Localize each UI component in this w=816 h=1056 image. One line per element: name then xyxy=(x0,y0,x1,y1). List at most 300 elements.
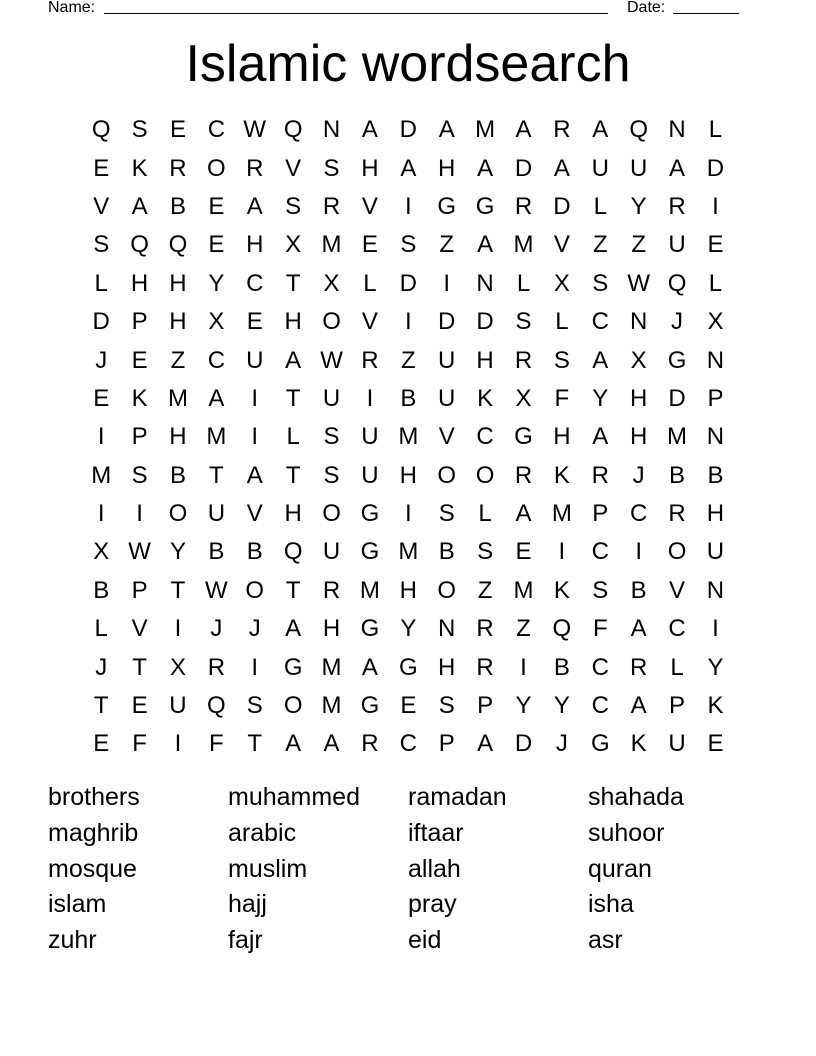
grid-cell[interactable]: L xyxy=(478,500,492,528)
grid-cell[interactable]: I xyxy=(712,192,719,220)
grid-cell[interactable]: I xyxy=(251,384,259,412)
grid-cell[interactable]: H xyxy=(361,154,379,182)
grid-cell[interactable]: A xyxy=(131,192,148,220)
grid-cell[interactable]: Y xyxy=(592,384,609,412)
grid-cell[interactable]: S xyxy=(323,461,340,489)
grid-cell[interactable]: L xyxy=(94,615,108,643)
grid-cell[interactable]: E xyxy=(515,538,532,566)
grid-cell[interactable]: D xyxy=(668,384,686,412)
grid-cell[interactable]: V xyxy=(553,231,570,259)
grid-cell[interactable]: E xyxy=(93,154,110,182)
grid-cell[interactable]: C xyxy=(399,730,417,758)
grid-cell[interactable]: R xyxy=(514,192,533,220)
grid-cell[interactable]: R xyxy=(591,461,609,489)
grid-cell[interactable]: R xyxy=(476,615,494,643)
grid-cell[interactable]: A xyxy=(438,116,455,144)
grid-cell[interactable]: Q xyxy=(283,538,303,566)
grid-cell[interactable]: D xyxy=(476,308,494,336)
grid-cell[interactable]: R xyxy=(668,192,686,220)
grid-cell[interactable]: N xyxy=(668,116,686,144)
grid-cell[interactable]: M xyxy=(475,116,496,144)
name-field[interactable] xyxy=(104,13,608,14)
grid-cell[interactable]: H xyxy=(284,500,302,528)
grid-cell[interactable]: F xyxy=(132,730,147,758)
grid-cell[interactable]: L xyxy=(555,308,569,336)
grid-cell[interactable]: Q xyxy=(130,231,149,259)
grid-cell[interactable]: L xyxy=(516,269,531,297)
grid-cell[interactable]: H xyxy=(438,653,456,681)
grid-cell[interactable]: R xyxy=(668,500,686,528)
grid-cell[interactable]: C xyxy=(591,308,609,336)
grid-cell[interactable]: E xyxy=(361,231,378,259)
grid-cell[interactable]: S xyxy=(285,192,302,220)
grid-cell[interactable]: S xyxy=(323,423,340,451)
grid-cell[interactable]: M xyxy=(359,576,380,604)
grid-cell[interactable]: Z xyxy=(516,615,531,643)
grid-cell[interactable]: H xyxy=(322,615,341,643)
grid-cell[interactable]: M xyxy=(206,423,227,451)
grid-cell[interactable]: O xyxy=(475,461,495,489)
grid-cell[interactable]: V xyxy=(285,154,302,182)
grid-cell[interactable]: K xyxy=(707,692,724,720)
grid-cell[interactable]: C xyxy=(668,615,686,643)
grid-cell[interactable]: L xyxy=(363,269,377,297)
grid-cell[interactable]: R xyxy=(322,192,341,220)
word-list-item: arabic xyxy=(228,818,297,847)
grid-cell[interactable]: Q xyxy=(283,116,303,144)
grid-cell[interactable]: K xyxy=(477,384,494,412)
grid-cell[interactable]: G xyxy=(283,653,303,681)
grid-cell[interactable]: B xyxy=(169,461,186,489)
grid-cell[interactable]: U xyxy=(438,384,456,412)
grid-cell[interactable]: G xyxy=(475,192,495,220)
grid-cell[interactable]: G xyxy=(590,730,610,758)
grid-cell[interactable]: S xyxy=(93,231,110,259)
grid-cell[interactable]: V xyxy=(669,576,686,604)
grid-cell[interactable]: N xyxy=(706,423,725,451)
grid-cell[interactable]: H xyxy=(438,154,456,182)
grid-cell[interactable]: Y xyxy=(553,692,570,720)
grid-cell[interactable]: S xyxy=(515,308,532,336)
grid-cell[interactable]: C xyxy=(591,653,609,681)
grid-cell[interactable]: T xyxy=(132,653,147,681)
grid-cell[interactable]: I xyxy=(251,423,259,451)
grid-cell[interactable]: Q xyxy=(552,615,572,643)
word-list-item: zuhr xyxy=(48,926,97,955)
grid-cell[interactable]: V xyxy=(361,192,378,220)
grid-cell[interactable]: A xyxy=(592,346,609,374)
grid-cell[interactable]: I xyxy=(97,423,105,451)
grid-cell[interactable]: W xyxy=(243,116,267,144)
grid-cell[interactable]: G xyxy=(360,692,380,720)
grid-cell[interactable]: H xyxy=(284,308,302,336)
grid-cell[interactable]: A xyxy=(208,384,225,412)
grid-cell[interactable]: R xyxy=(169,154,187,182)
grid-cell[interactable]: Y xyxy=(515,692,532,720)
grid-cell[interactable]: W xyxy=(320,346,343,374)
grid-cell[interactable]: V xyxy=(438,423,455,451)
grid-cell[interactable]: Y xyxy=(208,269,225,297)
grid-cell[interactable]: J xyxy=(95,346,108,374)
grid-cell[interactable]: C xyxy=(591,538,609,566)
grid-cell[interactable]: K xyxy=(553,461,570,489)
grid-cell[interactable]: U xyxy=(668,231,686,259)
grid-cell[interactable]: T xyxy=(285,576,301,604)
grid-cell[interactable]: C xyxy=(246,269,264,297)
grid-cell[interactable]: G xyxy=(667,346,687,374)
grid-cell[interactable]: G xyxy=(437,192,457,220)
grid-cell[interactable]: H xyxy=(130,269,149,297)
grid-cell[interactable]: U xyxy=(246,346,264,374)
grid-cell[interactable]: J xyxy=(95,653,108,681)
grid-cell[interactable]: U xyxy=(629,154,648,182)
grid-cell[interactable]: J xyxy=(671,308,684,336)
grid-cell[interactable]: X xyxy=(515,384,532,412)
grid-cell[interactable]: A xyxy=(515,500,532,528)
grid-cell[interactable]: N xyxy=(706,346,725,374)
grid-cell[interactable]: Q xyxy=(168,231,188,259)
grid-cell[interactable]: M xyxy=(398,423,419,451)
grid-cell[interactable]: I xyxy=(712,615,719,643)
grid-cell[interactable]: B xyxy=(93,576,110,604)
grid-cell[interactable]: U xyxy=(668,730,686,758)
grid-cell[interactable]: D xyxy=(514,154,533,182)
grid-cell[interactable]: Y xyxy=(707,653,724,681)
grid-cell[interactable]: E xyxy=(169,116,186,144)
grid-cell[interactable]: O xyxy=(207,154,226,182)
grid-cell[interactable]: O xyxy=(322,500,341,528)
grid-cell[interactable]: R xyxy=(476,653,494,681)
grid-cell[interactable]: H xyxy=(476,346,494,374)
grid-cell[interactable]: B xyxy=(208,538,225,566)
grid-cell[interactable]: R xyxy=(322,576,341,604)
grid-cell[interactable]: B xyxy=(246,538,263,566)
grid-cell[interactable]: C xyxy=(591,692,609,720)
grid-cell[interactable]: S xyxy=(592,576,609,604)
grid-cell[interactable]: L xyxy=(593,192,607,220)
grid-cell[interactable]: X xyxy=(707,308,724,336)
grid-cell[interactable]: M xyxy=(321,692,342,720)
grid-cell[interactable]: J xyxy=(210,615,223,643)
grid-cell[interactable]: B xyxy=(669,461,686,489)
grid-cell[interactable]: C xyxy=(476,423,494,451)
grid-cell[interactable]: U xyxy=(322,538,341,566)
grid-cell[interactable]: A xyxy=(477,154,494,182)
grid-cell[interactable]: I xyxy=(174,730,182,758)
grid-cell[interactable]: E xyxy=(208,192,225,220)
grid-cell[interactable]: O xyxy=(667,538,687,566)
grid-cell[interactable]: R xyxy=(629,653,648,681)
grid-cell[interactable]: H xyxy=(706,500,725,528)
grid-cell[interactable]: V xyxy=(361,308,378,336)
grid-cell[interactable]: S xyxy=(438,692,455,720)
grid-cell[interactable]: X xyxy=(208,308,225,336)
grid-cell[interactable]: Z xyxy=(477,576,493,604)
grid-cell[interactable]: I xyxy=(136,500,143,528)
grid-cell[interactable]: P xyxy=(477,692,494,720)
word-list-item: shahada xyxy=(588,783,684,811)
grid-cell[interactable]: A xyxy=(515,116,532,144)
grid-cell[interactable]: K xyxy=(630,730,647,758)
grid-cell[interactable]: E xyxy=(93,730,110,758)
grid-cell[interactable]: E xyxy=(707,730,724,758)
grid-cell[interactable]: J xyxy=(555,730,568,758)
grid-cell[interactable]: Y xyxy=(169,538,186,566)
grid-cell[interactable]: R xyxy=(361,346,379,374)
word-list-item: hajj xyxy=(228,890,267,919)
grid-cell[interactable]: I xyxy=(404,192,412,220)
grid-cell[interactable]: S xyxy=(400,231,417,259)
date-field[interactable] xyxy=(673,13,739,14)
grid-cell[interactable]: A xyxy=(669,154,686,182)
grid-cell[interactable]: B xyxy=(553,653,570,681)
grid-cell[interactable]: A xyxy=(323,730,340,758)
grid-cell[interactable]: Q xyxy=(91,116,111,144)
grid-cell[interactable]: M xyxy=(167,384,188,412)
grid-cell[interactable]: M xyxy=(91,461,112,489)
grid-cell[interactable]: I xyxy=(404,308,412,336)
grid-cell[interactable]: R xyxy=(514,346,533,374)
grid-cell[interactable]: A xyxy=(361,653,378,681)
grid-cell[interactable]: J xyxy=(248,615,261,643)
grid-cell[interactable]: Z xyxy=(400,346,416,374)
grid-cell[interactable]: A xyxy=(630,615,647,643)
grid-cell[interactable]: A xyxy=(285,346,302,374)
grid-cell[interactable]: O xyxy=(437,461,457,489)
grid-cell[interactable]: Q xyxy=(629,116,648,144)
grid-cell[interactable]: Z xyxy=(170,346,186,374)
grid-cell[interactable]: B xyxy=(707,461,724,489)
grid-cell[interactable]: N xyxy=(438,615,456,643)
grid-cell[interactable]: T xyxy=(247,730,263,758)
grid-cell[interactable]: A xyxy=(246,192,263,220)
word-list-item: brothers xyxy=(48,783,140,811)
grid-cell[interactable]: R xyxy=(361,730,379,758)
grid-cell[interactable]: X xyxy=(323,269,340,297)
grid-cell[interactable]: R xyxy=(246,154,264,182)
grid-cell[interactable]: S xyxy=(592,269,609,297)
grid-cell[interactable]: A xyxy=(553,154,570,182)
grid-cell[interactable]: X xyxy=(553,269,570,297)
grid-cell[interactable]: F xyxy=(554,384,570,412)
grid-cell[interactable]: H xyxy=(169,308,187,336)
grid-cell[interactable]: B xyxy=(438,538,455,566)
grid-cell[interactable]: E xyxy=(400,692,417,720)
grid-cell[interactable]: D xyxy=(438,308,456,336)
grid-cell[interactable]: P xyxy=(131,576,148,604)
grid-cell[interactable]: S xyxy=(131,116,148,144)
grid-cell[interactable]: I xyxy=(174,615,182,643)
grid-cell[interactable]: W xyxy=(627,269,650,297)
grid-cell[interactable]: M xyxy=(513,576,534,604)
grid-cell[interactable]: D xyxy=(399,116,417,144)
grid-cell[interactable]: H xyxy=(246,231,264,259)
grid-cell[interactable]: R xyxy=(553,116,571,144)
grid-cell[interactable]: I xyxy=(520,653,527,681)
grid-cell[interactable]: P xyxy=(131,423,148,451)
grid-cell[interactable]: K xyxy=(131,154,148,182)
grid-cell[interactable]: X xyxy=(169,653,186,681)
grid-cell[interactable]: K xyxy=(131,384,148,412)
word-list-item: mosque xyxy=(48,854,137,883)
grid-cell[interactable]: M xyxy=(667,423,688,451)
grid-cell[interactable]: Y xyxy=(400,615,417,643)
grid-cell[interactable]: E xyxy=(93,384,110,412)
grid-cell[interactable]: O xyxy=(322,308,341,336)
grid-cell[interactable]: A xyxy=(477,231,494,259)
grid-cell[interactable]: E xyxy=(707,231,724,259)
grid-cell[interactable]: U xyxy=(361,461,379,489)
grid-cell[interactable]: M xyxy=(551,500,572,528)
grid-cell[interactable]: I xyxy=(404,500,412,528)
grid-cell[interactable]: L xyxy=(670,653,684,681)
grid-cell[interactable]: P xyxy=(131,308,148,336)
grid-cell[interactable]: M xyxy=(321,653,342,681)
grid-cell[interactable]: H xyxy=(629,384,648,412)
grid-cell[interactable]: V xyxy=(93,192,110,220)
grid-cell[interactable]: S xyxy=(477,538,494,566)
grid-cell[interactable]: I xyxy=(97,500,105,528)
grid-cell[interactable]: U xyxy=(438,346,456,374)
grid-cell[interactable]: M xyxy=(513,231,534,259)
grid-cell[interactable]: X xyxy=(285,231,302,259)
grid-cell[interactable]: K xyxy=(553,576,570,604)
grid-cell[interactable]: E xyxy=(131,346,148,374)
grid-cell[interactable]: S xyxy=(553,346,570,374)
grid-cell[interactable]: H xyxy=(169,269,187,297)
grid-cell[interactable]: Z xyxy=(592,231,608,259)
grid-cell[interactable]: S xyxy=(438,500,455,528)
grid-cell[interactable]: G xyxy=(360,615,380,643)
grid-cell[interactable]: C xyxy=(207,116,226,144)
grid-cell[interactable]: L xyxy=(94,269,108,297)
grid-cell[interactable]: H xyxy=(553,423,571,451)
grid-cell[interactable]: J xyxy=(632,461,645,489)
grid-cell[interactable]: Z xyxy=(439,231,455,259)
grid-cell[interactable]: M xyxy=(398,538,419,566)
grid-cell[interactable]: S xyxy=(323,154,340,182)
grid-cell[interactable]: T xyxy=(285,269,301,297)
grid-cell[interactable]: V xyxy=(131,615,148,643)
grid-cell[interactable]: W xyxy=(128,538,151,566)
grid-cell[interactable]: O xyxy=(168,500,188,528)
grid-cell[interactable]: S xyxy=(131,461,148,489)
grid-cell[interactable]: H xyxy=(629,423,648,451)
grid-cell[interactable]: G xyxy=(398,653,418,681)
grid-cell[interactable]: T xyxy=(170,576,186,604)
grid-cell[interactable]: D xyxy=(399,269,417,297)
grid-cell[interactable]: I xyxy=(251,653,259,681)
grid-cell[interactable]: L xyxy=(708,269,723,297)
grid-cell[interactable]: A xyxy=(592,116,609,144)
header xyxy=(0,0,816,18)
grid-cell[interactable]: P xyxy=(592,500,609,528)
grid-cell[interactable]: A xyxy=(630,692,647,720)
grid-cell[interactable]: T xyxy=(93,692,109,720)
grid-cell[interactable]: I xyxy=(443,269,451,297)
grid-cell[interactable]: C xyxy=(207,346,226,374)
grid-cell[interactable]: N xyxy=(629,308,648,336)
grid-cell[interactable]: E xyxy=(246,308,263,336)
grid-cell[interactable]: N xyxy=(322,116,341,144)
grid-cell[interactable]: Q xyxy=(207,692,226,720)
word-list-item: asr xyxy=(588,926,623,955)
word-list-item: islam xyxy=(48,890,107,919)
grid-cell[interactable]: L xyxy=(708,116,723,144)
grid-cell[interactable]: F xyxy=(592,615,608,643)
grid-cell[interactable]: O xyxy=(437,576,457,604)
grid-cell[interactable]: U xyxy=(207,500,226,528)
grid-cell[interactable]: D xyxy=(706,154,725,182)
grid-cell[interactable]: E xyxy=(131,692,148,720)
grid-cell[interactable]: G xyxy=(360,538,380,566)
grid-cell[interactable]: T xyxy=(285,461,301,489)
grid-cell[interactable]: I xyxy=(366,384,374,412)
grid-cell[interactable]: B xyxy=(400,384,417,412)
grid-cell[interactable]: O xyxy=(245,576,265,604)
grid-cell[interactable]: A xyxy=(285,615,302,643)
grid-cell[interactable]: Y xyxy=(630,192,647,220)
grid-cell[interactable]: A xyxy=(400,154,417,182)
grid-cell[interactable]: Q xyxy=(667,269,687,297)
grid-cell[interactable]: P xyxy=(438,730,455,758)
grid-cell[interactable]: S xyxy=(246,692,263,720)
grid-cell[interactable]: Z xyxy=(631,231,646,259)
grid-cell[interactable]: T xyxy=(209,461,224,489)
grid-cell[interactable]: D xyxy=(553,192,571,220)
grid-cell[interactable]: A xyxy=(246,461,263,489)
grid-cell[interactable]: U xyxy=(322,384,341,412)
grid-cell[interactable]: B xyxy=(630,576,647,604)
grid-cell[interactable]: L xyxy=(286,423,300,451)
grid-cell[interactable]: D xyxy=(92,308,110,336)
grid-cell[interactable]: D xyxy=(514,730,533,758)
grid-cell[interactable]: V xyxy=(246,500,263,528)
grid-cell[interactable]: X xyxy=(630,346,647,374)
grid-cell[interactable]: F xyxy=(209,730,224,758)
grid-cell[interactable]: G xyxy=(514,423,533,451)
grid-cell[interactable]: M xyxy=(321,231,342,259)
grid-cell[interactable]: P xyxy=(707,384,724,412)
grid-cell[interactable]: U xyxy=(706,538,725,566)
grid-cell[interactable]: U xyxy=(169,692,187,720)
grid-cell[interactable]: G xyxy=(360,500,380,528)
grid-cell[interactable]: R xyxy=(514,461,533,489)
grid-cell[interactable]: R xyxy=(207,653,226,681)
grid-cell[interactable]: P xyxy=(669,692,686,720)
grid-cell[interactable]: A xyxy=(285,730,302,758)
grid-cell[interactable]: A xyxy=(361,116,378,144)
grid-cell[interactable]: I xyxy=(635,538,642,566)
grid-cell[interactable]: H xyxy=(399,576,417,604)
grid-cell[interactable]: N xyxy=(476,269,494,297)
grid-cell[interactable]: X xyxy=(93,538,110,566)
grid-cell[interactable]: I xyxy=(558,538,566,566)
grid-cell[interactable]: W xyxy=(205,576,228,604)
grid-cell[interactable]: A xyxy=(477,730,494,758)
grid-cell[interactable]: O xyxy=(283,692,303,720)
grid-cell[interactable]: H xyxy=(399,461,417,489)
grid-cell[interactable]: N xyxy=(706,576,725,604)
grid-cell[interactable]: T xyxy=(285,384,301,412)
grid-cell[interactable]: H xyxy=(169,423,187,451)
grid-cell[interactable]: U xyxy=(361,423,379,451)
grid-cell[interactable]: A xyxy=(592,423,609,451)
grid-cell[interactable]: C xyxy=(629,500,648,528)
grid-cell[interactable]: E xyxy=(208,231,225,259)
grid-cell[interactable]: B xyxy=(169,192,186,220)
grid-cell[interactable]: U xyxy=(591,154,609,182)
